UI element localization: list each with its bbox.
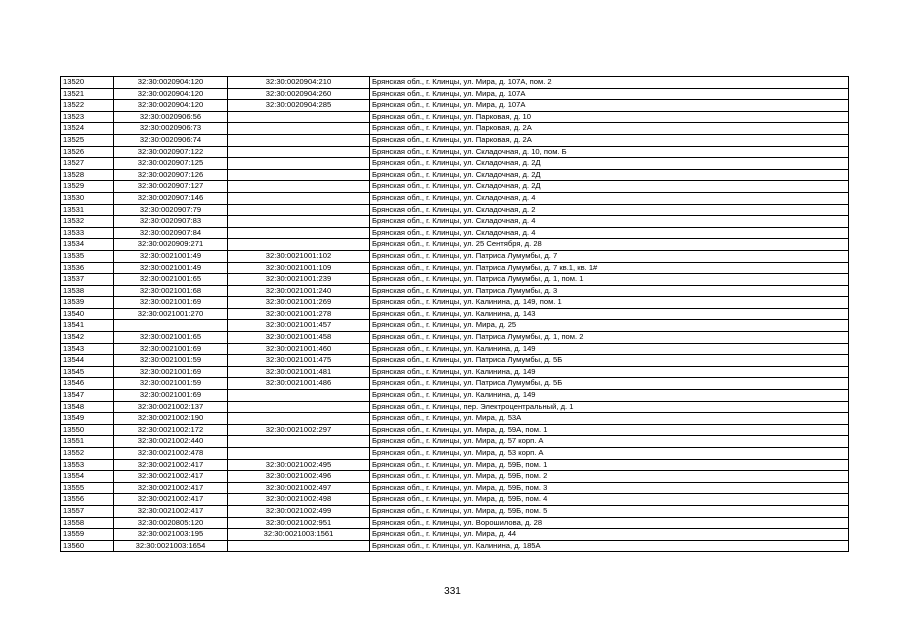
address-cell: Брянская обл., г. Клинцы, ул. Ворошилова, д. 28 <box>370 517 849 529</box>
row-number-cell: 13538 <box>61 285 114 297</box>
row-number-cell: 13531 <box>61 204 114 216</box>
object-cadastral-number-cell: 32:30:0021002:499 <box>228 505 370 517</box>
table-row <box>61 297 849 309</box>
row-number-cell: 13533 <box>61 227 114 239</box>
table-row <box>61 540 849 552</box>
address-cell: Брянская обл., г. Клинцы, ул. Складочная, д. 4 <box>370 216 849 228</box>
object-cadastral-number-cell: 32:30:0021001:240 <box>228 285 370 297</box>
cadastral-number-cell: 32:30:0020907:79 <box>114 204 228 216</box>
table-row <box>61 111 849 123</box>
row-number-cell: 13542 <box>61 332 114 344</box>
object-cadastral-number-cell: 32:30:0021002:496 <box>228 471 370 483</box>
address-cell: Брянская обл., г. Клинцы, ул. Парковая, д. 2А <box>370 123 849 135</box>
cadastral-number-cell: 32:30:0020907:83 <box>114 216 228 228</box>
row-number-cell: 13558 <box>61 517 114 529</box>
table-row <box>61 436 849 448</box>
object-cadastral-number-cell <box>228 540 370 552</box>
cadastral-number-cell: 32:30:0020906:74 <box>114 134 228 146</box>
address-cell: Брянская обл., г. Клинцы, ул. 25 Сентября, д. 28 <box>370 239 849 251</box>
address-cell: Брянская обл., г. Клинцы, ул. Патриса Лумумбы, д. 5Б <box>370 355 849 367</box>
object-cadastral-number-cell: 32:30:0021001:278 <box>228 308 370 320</box>
object-cadastral-number-cell <box>228 134 370 146</box>
object-cadastral-number-cell <box>228 216 370 228</box>
address-cell: Брянская обл., г. Клинцы, ул. Калинина, д. 149 <box>370 390 849 402</box>
table-row <box>61 134 849 146</box>
address-cell: Брянская обл., г. Клинцы, ул. Мира, д. 59Б, пом. 4 <box>370 494 849 506</box>
object-cadastral-number-cell: 32:30:0021001:457 <box>228 320 370 332</box>
table-row <box>61 169 849 181</box>
row-number-cell: 13547 <box>61 390 114 402</box>
row-number-cell: 13560 <box>61 540 114 552</box>
cadastral-number-cell: 32:30:0021001:49 <box>114 250 228 262</box>
address-cell: Брянская обл., г. Клинцы, ул. Калинина, д. 149, пом. 1 <box>370 297 849 309</box>
address-cell: Брянская обл., г. Клинцы, ул. Патриса Лумумбы, д. 7 кв.1, кв. 1# <box>370 262 849 274</box>
object-cadastral-number-cell: 32:30:0020904:210 <box>228 77 370 89</box>
cadastral-number-cell: 32:30:0020904:120 <box>114 77 228 89</box>
address-cell: Брянская обл., г. Клинцы, ул. Патриса Лумумбы, д. 5Б <box>370 378 849 390</box>
table-row <box>61 459 849 471</box>
cadastral-number-cell: 32:30:0020904:120 <box>114 88 228 100</box>
cadastral-number-cell: 32:30:0021001:49 <box>114 262 228 274</box>
row-number-cell: 13524 <box>61 123 114 135</box>
row-number-cell: 13532 <box>61 216 114 228</box>
cadastral-number-cell: 32:30:0021002:417 <box>114 471 228 483</box>
cadastral-number-cell: 32:30:0021001:69 <box>114 366 228 378</box>
table-row <box>61 366 849 378</box>
row-number-cell: 13559 <box>61 529 114 541</box>
row-number-cell: 13536 <box>61 262 114 274</box>
row-number-cell: 13546 <box>61 378 114 390</box>
object-cadastral-number-cell: 32:30:0021002:498 <box>228 494 370 506</box>
property-table <box>60 76 849 552</box>
object-cadastral-number-cell <box>228 390 370 402</box>
table-row <box>61 77 849 89</box>
row-number-cell: 13522 <box>61 100 114 112</box>
row-number-cell: 13551 <box>61 436 114 448</box>
address-cell: Брянская обл., г. Клинцы, пер. Электроцентральный, д. 1 <box>370 401 849 413</box>
address-cell: Брянская обл., г. Клинцы, ул. Калинина, д. 143 <box>370 308 849 320</box>
object-cadastral-number-cell <box>228 169 370 181</box>
row-number-cell: 13525 <box>61 134 114 146</box>
object-cadastral-number-cell: 32:30:0021002:951 <box>228 517 370 529</box>
table-row <box>61 529 849 541</box>
cadastral-number-cell <box>114 320 228 332</box>
object-cadastral-number-cell <box>228 413 370 425</box>
object-cadastral-number-cell: 32:30:0020904:285 <box>228 100 370 112</box>
cadastral-number-cell: 32:30:0021001:65 <box>114 332 228 344</box>
object-cadastral-number-cell: 32:30:0021001:269 <box>228 297 370 309</box>
address-cell: Брянская обл., г. Клинцы, ул. Патриса Лумумбы, д. 1, пом. 1 <box>370 274 849 286</box>
row-number-cell: 13548 <box>61 401 114 413</box>
row-number-cell: 13556 <box>61 494 114 506</box>
cadastral-number-cell: 32:30:0021002:172 <box>114 424 228 436</box>
table-row <box>61 424 849 436</box>
table-row <box>61 517 849 529</box>
cadastral-number-cell: 32:30:0021002:478 <box>114 448 228 460</box>
cadastral-number-cell: 32:30:0021002:190 <box>114 413 228 425</box>
cadastral-number-cell: 32:30:0020907:126 <box>114 169 228 181</box>
row-number-cell: 13535 <box>61 250 114 262</box>
object-cadastral-number-cell: 32:30:0021001:481 <box>228 366 370 378</box>
table-row <box>61 192 849 204</box>
address-cell: Брянская обл., г. Клинцы, ул. Складочная, д. 2Д <box>370 158 849 170</box>
cadastral-number-cell: 32:30:0020904:120 <box>114 100 228 112</box>
row-number-cell: 13557 <box>61 505 114 517</box>
cadastral-number-cell: 32:30:0021003:1654 <box>114 540 228 552</box>
row-number-cell: 13520 <box>61 77 114 89</box>
cadastral-number-cell: 32:30:0021001:270 <box>114 308 228 320</box>
object-cadastral-number-cell: 32:30:0021001:109 <box>228 262 370 274</box>
table-row <box>61 401 849 413</box>
row-number-cell: 13530 <box>61 192 114 204</box>
row-number-cell: 13537 <box>61 274 114 286</box>
row-number-cell: 13528 <box>61 169 114 181</box>
address-cell: Брянская обл., г. Клинцы, ул. Мира, д. 59Б, пом. 5 <box>370 505 849 517</box>
object-cadastral-number-cell <box>228 401 370 413</box>
cadastral-number-cell: 32:30:0020805:120 <box>114 517 228 529</box>
object-cadastral-number-cell: 32:30:0021001:460 <box>228 343 370 355</box>
object-cadastral-number-cell: 32:30:0021001:239 <box>228 274 370 286</box>
cadastral-number-cell: 32:30:0021002:417 <box>114 505 228 517</box>
table-row <box>61 227 849 239</box>
address-cell: Брянская обл., г. Клинцы, ул. Складочная, д. 2Д <box>370 169 849 181</box>
cadastral-number-cell: 32:30:0021001:59 <box>114 355 228 367</box>
cadastral-number-cell: 32:30:0020906:73 <box>114 123 228 135</box>
table-row <box>61 88 849 100</box>
cadastral-number-cell: 32:30:0021001:59 <box>114 378 228 390</box>
table-row <box>61 181 849 193</box>
row-number-cell: 13553 <box>61 459 114 471</box>
table-row <box>61 390 849 402</box>
address-cell: Брянская обл., г. Клинцы, ул. Мира, д. 53 корп. А <box>370 448 849 460</box>
table-row <box>61 262 849 274</box>
cadastral-number-cell: 32:30:0021001:69 <box>114 343 228 355</box>
object-cadastral-number-cell: 32:30:0021002:495 <box>228 459 370 471</box>
address-cell: Брянская обл., г. Клинцы, ул. Мира, д. 107А, пом. 2 <box>370 77 849 89</box>
row-number-cell: 13550 <box>61 424 114 436</box>
row-number-cell: 13540 <box>61 308 114 320</box>
object-cadastral-number-cell <box>228 227 370 239</box>
address-cell: Брянская обл., г. Клинцы, ул. Мира, д. 59Б, пом. 2 <box>370 471 849 483</box>
table-row <box>61 123 849 135</box>
row-number-cell: 13544 <box>61 355 114 367</box>
row-number-cell: 13526 <box>61 146 114 158</box>
address-cell: Брянская обл., г. Клинцы, ул. Мира, д. 59А, пом. 1 <box>370 424 849 436</box>
address-cell: Брянская обл., г. Клинцы, ул. Складочная, д. 4 <box>370 192 849 204</box>
row-number-cell: 13552 <box>61 448 114 460</box>
object-cadastral-number-cell <box>228 146 370 158</box>
address-cell: Брянская обл., г. Клинцы, ул. Патриса Лумумбы, д. 1, пом. 2 <box>370 332 849 344</box>
object-cadastral-number-cell <box>228 192 370 204</box>
object-cadastral-number-cell <box>228 436 370 448</box>
address-cell: Брянская обл., г. Клинцы, ул. Мира, д. 59Б, пом. 3 <box>370 482 849 494</box>
address-cell: Брянская обл., г. Клинцы, ул. Мира, д. 107А <box>370 100 849 112</box>
row-number-cell: 13523 <box>61 111 114 123</box>
row-number-cell: 13521 <box>61 88 114 100</box>
table-row <box>61 216 849 228</box>
address-cell: Брянская обл., г. Клинцы, ул. Мира, д. 57 корп. А <box>370 436 849 448</box>
table-row <box>61 239 849 251</box>
address-cell: Брянская обл., г. Клинцы, ул. Мира, д. 59Б, пом. 1 <box>370 459 849 471</box>
address-cell: Брянская обл., г. Клинцы, ул. Складочная, д. 2Д <box>370 181 849 193</box>
address-cell: Брянская обл., г. Клинцы, ул. Мира, д. 53А <box>370 413 849 425</box>
table-row <box>61 158 849 170</box>
table-row <box>61 332 849 344</box>
table-row <box>61 482 849 494</box>
row-number-cell: 13549 <box>61 413 114 425</box>
address-cell: Брянская обл., г. Клинцы, ул. Складочная, д. 10, пом. Б <box>370 146 849 158</box>
table-row <box>61 274 849 286</box>
object-cadastral-number-cell: 32:30:0020904:260 <box>228 88 370 100</box>
cadastral-number-cell: 32:30:0021001:65 <box>114 274 228 286</box>
cadastral-number-cell: 32:30:0020907:84 <box>114 227 228 239</box>
object-cadastral-number-cell: 32:30:0021003:1561 <box>228 529 370 541</box>
object-cadastral-number-cell <box>228 158 370 170</box>
object-cadastral-number-cell <box>228 239 370 251</box>
address-cell: Брянская обл., г. Клинцы, ул. Патриса Лумумбы, д. 3 <box>370 285 849 297</box>
row-number-cell: 13529 <box>61 181 114 193</box>
table-row <box>61 308 849 320</box>
cadastral-number-cell: 32:30:0021002:417 <box>114 494 228 506</box>
table-row <box>61 320 849 332</box>
address-cell: Брянская обл., г. Клинцы, ул. Парковая, д. 2А <box>370 134 849 146</box>
cadastral-number-cell: 32:30:0021002:417 <box>114 482 228 494</box>
table-row <box>61 100 849 112</box>
table-row <box>61 413 849 425</box>
row-number-cell: 13539 <box>61 297 114 309</box>
row-number-cell: 13534 <box>61 239 114 251</box>
address-cell: Брянская обл., г. Клинцы, ул. Патриса Лумумбы, д. 7 <box>370 250 849 262</box>
object-cadastral-number-cell: 32:30:0021001:102 <box>228 250 370 262</box>
object-cadastral-number-cell: 32:30:0021001:475 <box>228 355 370 367</box>
object-cadastral-number-cell <box>228 181 370 193</box>
object-cadastral-number-cell <box>228 448 370 460</box>
table-row <box>61 146 849 158</box>
object-cadastral-number-cell <box>228 204 370 216</box>
property-table-body <box>61 77 849 552</box>
object-cadastral-number-cell <box>228 111 370 123</box>
table-row <box>61 250 849 262</box>
row-number-cell: 13545 <box>61 366 114 378</box>
cadastral-number-cell: 32:30:0021001:68 <box>114 285 228 297</box>
object-cadastral-number-cell: 32:30:0021002:497 <box>228 482 370 494</box>
cadastral-number-cell: 32:30:0020907:127 <box>114 181 228 193</box>
table-row <box>61 343 849 355</box>
address-cell: Брянская обл., г. Клинцы, ул. Мира, д. 44 <box>370 529 849 541</box>
row-number-cell: 13541 <box>61 320 114 332</box>
cadastral-number-cell: 32:30:0020907:125 <box>114 158 228 170</box>
address-cell: Брянская обл., г. Клинцы, ул. Мира, д. 25 <box>370 320 849 332</box>
address-cell: Брянская обл., г. Клинцы, ул. Складочная, д. 2 <box>370 204 849 216</box>
cadastral-number-cell: 32:30:0021003:195 <box>114 529 228 541</box>
address-cell: Брянская обл., г. Клинцы, ул. Калинина, д. 149 <box>370 343 849 355</box>
cadastral-number-cell: 32:30:0021002:417 <box>114 459 228 471</box>
cadastral-number-cell: 32:30:0021002:440 <box>114 436 228 448</box>
object-cadastral-number-cell: 32:30:0021002:297 <box>228 424 370 436</box>
cadastral-number-cell: 32:30:0021001:69 <box>114 297 228 309</box>
table-row <box>61 494 849 506</box>
page-number: 331 <box>444 586 461 597</box>
row-number-cell: 13527 <box>61 158 114 170</box>
table-row <box>61 471 849 483</box>
table-row <box>61 285 849 297</box>
object-cadastral-number-cell <box>228 123 370 135</box>
cadastral-number-cell: 32:30:0021001:69 <box>114 390 228 402</box>
object-cadastral-number-cell: 32:30:0021001:458 <box>228 332 370 344</box>
cadastral-number-cell: 32:30:0021002:137 <box>114 401 228 413</box>
table-row <box>61 204 849 216</box>
cadastral-number-cell: 32:30:0020909:271 <box>114 239 228 251</box>
address-cell: Брянская обл., г. Клинцы, ул. Калинина, д. 149 <box>370 366 849 378</box>
row-number-cell: 13554 <box>61 471 114 483</box>
table-row <box>61 448 849 460</box>
cadastral-number-cell: 32:30:0020906:56 <box>114 111 228 123</box>
address-cell: Брянская обл., г. Клинцы, ул. Парковая, д. 10 <box>370 111 849 123</box>
row-number-cell: 13555 <box>61 482 114 494</box>
row-number-cell: 13543 <box>61 343 114 355</box>
address-cell: Брянская обл., г. Клинцы, ул. Складочная, д. 4 <box>370 227 849 239</box>
address-cell: Брянская обл., г. Клинцы, ул. Мира, д. 107А <box>370 88 849 100</box>
table-row <box>61 355 849 367</box>
object-cadastral-number-cell: 32:30:0021001:486 <box>228 378 370 390</box>
address-cell: Брянская обл., г. Клинцы, ул. Калинина, д. 185А <box>370 540 849 552</box>
cadastral-number-cell: 32:30:0020907:122 <box>114 146 228 158</box>
table-row <box>61 378 849 390</box>
table-row <box>61 505 849 517</box>
cadastral-number-cell: 32:30:0020907:146 <box>114 192 228 204</box>
